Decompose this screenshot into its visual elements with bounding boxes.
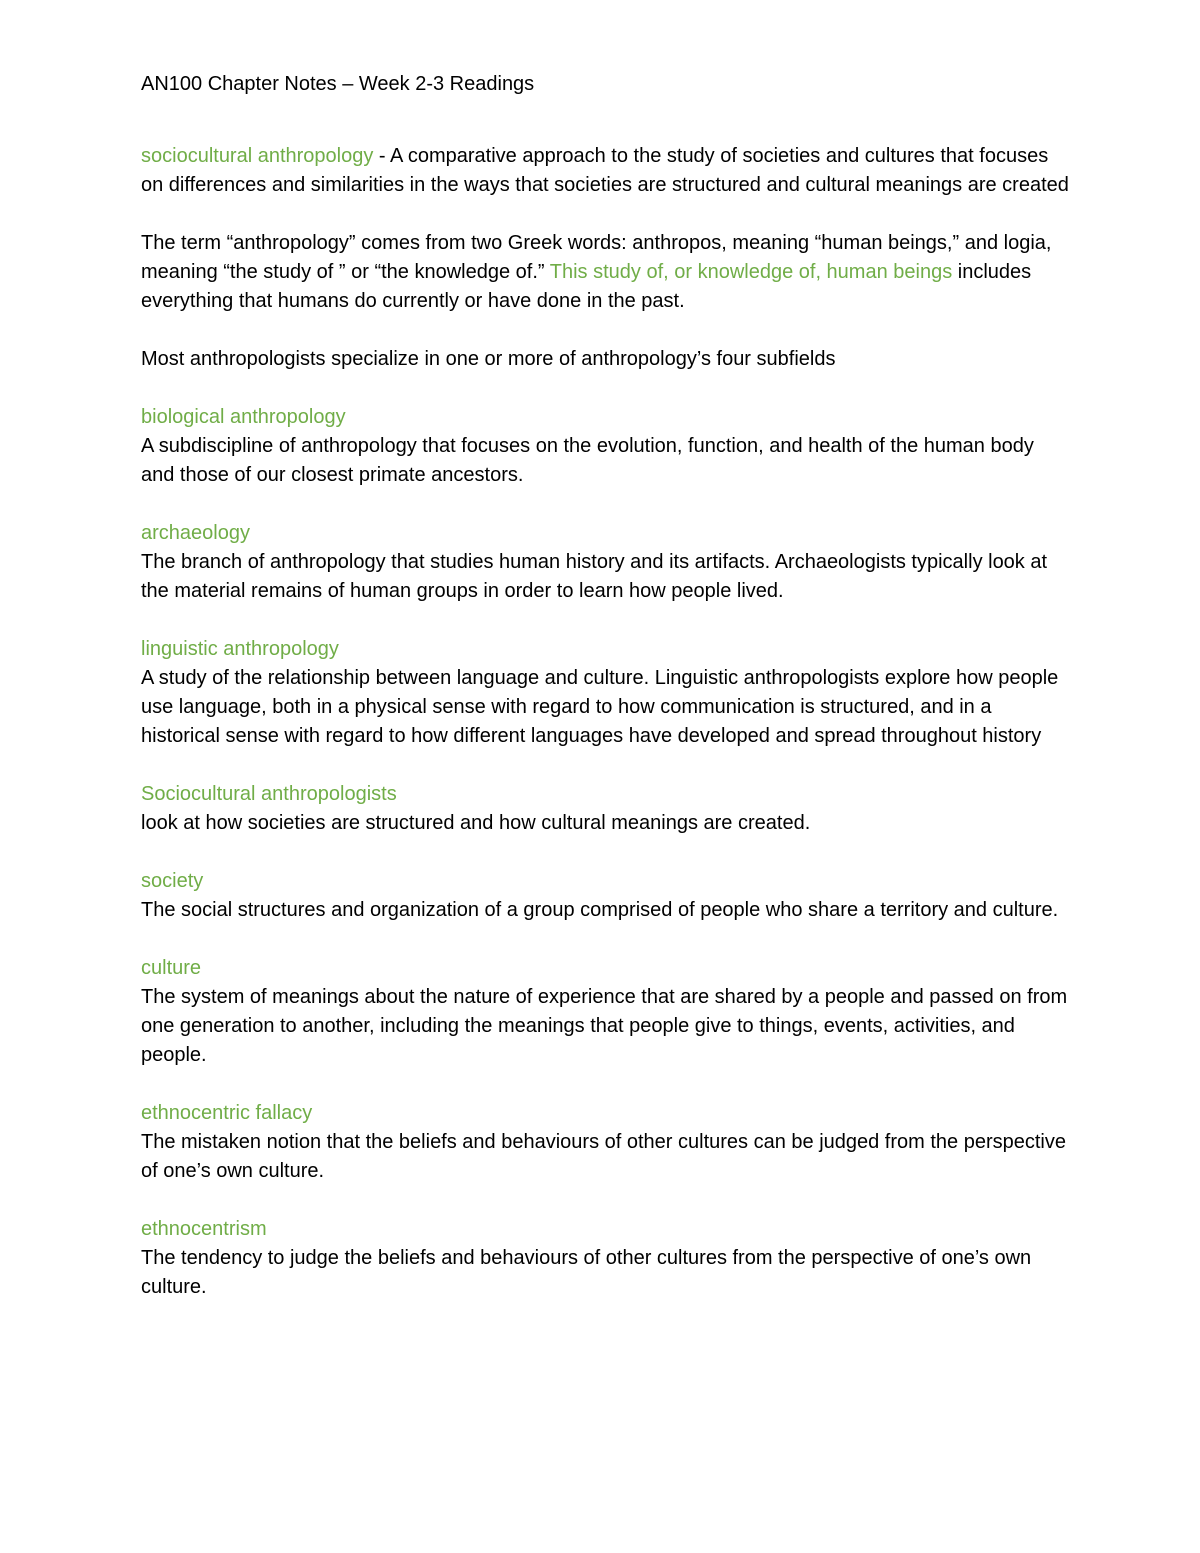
intro-definition: - A comparative approach to the study of societies and cultures that focuses on differences and similarities in the ways that societies are structured and cultural meanings are created [141,145,1069,196]
glossary-term: culture [141,957,202,979]
document-page [141,70,1071,1331]
glossary-entry-biological-anthropology [141,403,1071,490]
glossary-term: society [141,870,204,892]
glossary-definition: A study of the relationship between language and culture. Linguistic anthropologists explore how people use language, both in a physical sense with regard to how communication is structured, and in a historical sense with regard to how different languages have developed and spread throughout history [141,667,1059,747]
term-origin-paragraph [141,229,1071,316]
glossary-entry-linguistic-anthropology [141,635,1071,751]
term-origin-text-before: The term “anthropology” comes from two Greek words: anthropos, meaning “human beings,” and logia, meaning “the study of ” or “the knowledge of.” [141,232,1052,283]
glossary-entry-ethnocentric-fallacy [141,1099,1071,1186]
glossary-term: Sociocultural anthropologists [141,783,397,805]
term-origin-text-after: includes everything that humans do currently or have done in the past. [141,261,1032,312]
glossary-term: archaeology [141,522,250,544]
glossary-definition: The mistaken notion that the beliefs and behaviours of other cultures can be judged from the perspective of one’s own culture. [141,1131,1066,1182]
term-origin-highlight: This study of, or knowledge of, human beings [549,261,953,283]
glossary-term: linguistic anthropology [141,638,339,660]
glossary-term: biological anthropology [141,406,346,428]
intro-term: sociocultural anthropology [141,145,374,167]
glossary-term: ethnocentrism [141,1218,267,1240]
glossary-term: ethnocentric fallacy [141,1102,313,1124]
glossary-definition: A subdiscipline of anthropology that focuses on the evolution, function, and health of the human body and those of our closest primate ancestors. [141,435,1034,486]
document-title: AN100 Chapter Notes – Week 2-3 Readings [141,73,535,95]
glossary-definition: look at how societies are structured and how cultural meanings are created. [141,812,811,834]
glossary-definition: The branch of anthropology that studies human history and its artifacts. Archaeologists typically look at the material remains of human groups in order to learn how people lived. [141,551,1048,602]
glossary-definition: The tendency to judge the beliefs and behaviours of other cultures from the perspective of one’s own culture. [141,1247,1032,1298]
glossary-entry-archaeology [141,519,1071,606]
glossary-definition: The social structures and organization of a group comprised of people who share a territory and culture. [141,899,1059,921]
glossary-definition: The system of meanings about the nature of experience that are shared by a people and passed on from one generation to another, including the meanings that people give to things, events, activities, and people. [141,986,1068,1066]
glossary-entry-sociocultural-anthropologists [141,780,1071,838]
intro-paragraph [141,142,1071,200]
glossary-entry-ethnocentrism [141,1215,1071,1302]
subfields-note: Most anthropologists specialize in one or more of anthropology’s four subfields [141,348,836,370]
glossary-entry-culture [141,954,1071,1070]
glossary-entry-society [141,867,1071,925]
